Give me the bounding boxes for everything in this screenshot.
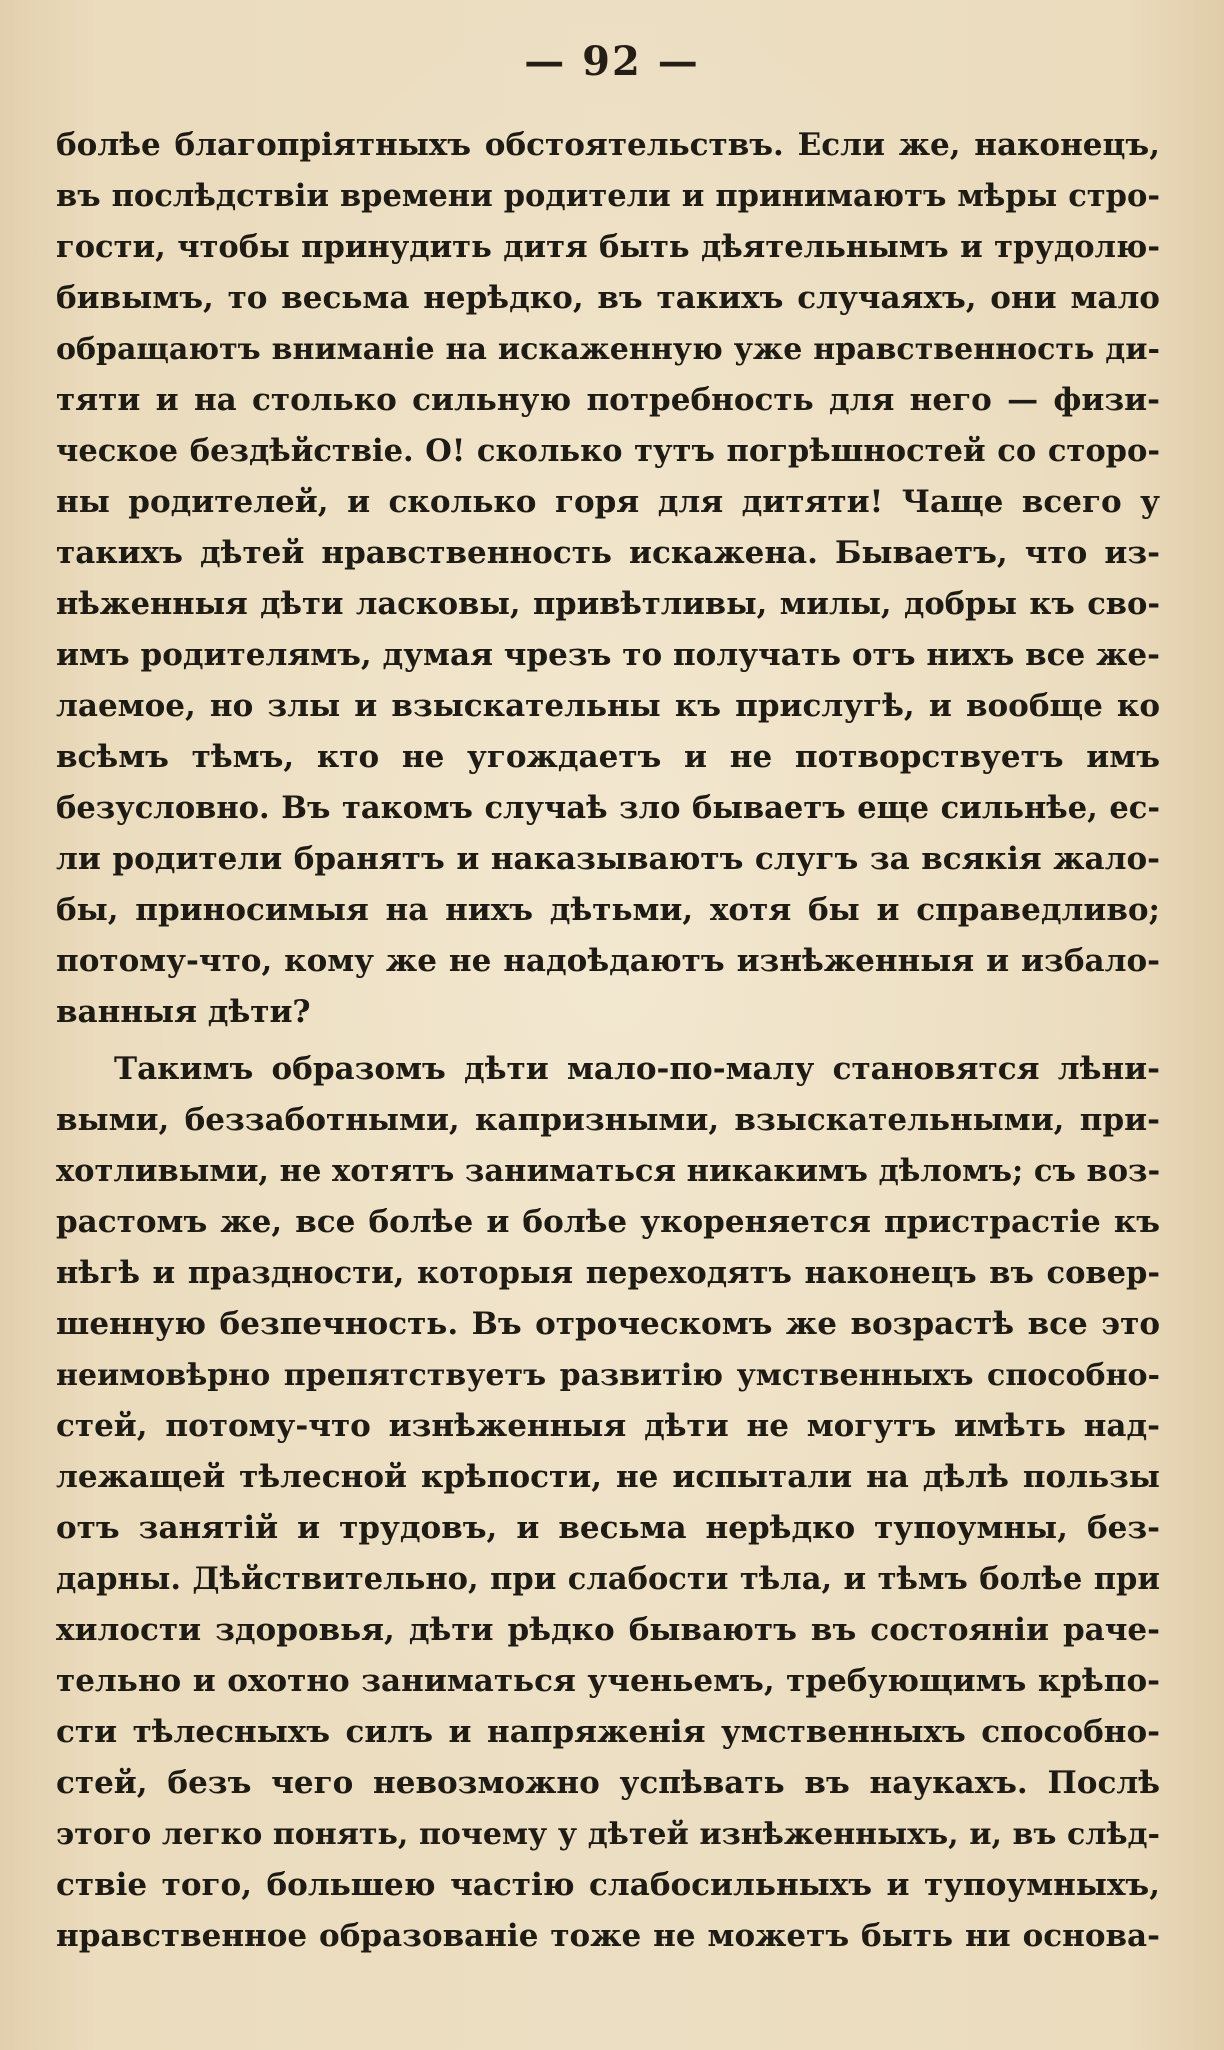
text-line: ческое бездѣйствіе. О! сколько тутъ погрѣшностей со сторо- <box>56 433 1160 469</box>
text-line: болѣе благопріятныхъ обстоятельствъ. Если же, наконецъ, <box>56 127 1160 163</box>
text-line: нравственное образованіе тоже не можетъ быть ни основа- <box>56 1918 1160 1954</box>
text-line: ли родители бранятъ и наказываютъ слугъ за всякія жало- <box>56 841 1160 877</box>
text-line: стей, потому-что изнѣженныя дѣти не могутъ имѣть над- <box>56 1408 1160 1444</box>
text-line: бивымъ, то весьма нерѣдко, въ такихъ случаяхъ, они мало <box>56 280 1160 316</box>
text-line: растомъ же, все болѣе и болѣе укореняется пристрастіе къ <box>56 1204 1160 1240</box>
text-line: такихъ дѣтей нравственность искажена. Бываетъ, что из- <box>56 535 1160 571</box>
text-line: обращаютъ вниманіе на искаженную уже нравственность ди- <box>56 332 1160 367</box>
text-line: всѣмъ тѣмъ, кто не угождаетъ и не потворствуетъ имъ <box>56 739 1160 775</box>
paragraph-1 <box>56 120 1160 1038</box>
paragraph-2 <box>56 1044 1160 1962</box>
text-line: ванныя дѣти? <box>56 994 311 1030</box>
text-line: хотливыми, не хотятъ заниматься никакимъ дѣломъ; съ воз- <box>56 1153 1160 1189</box>
text-line: потому-что, кому же не надоѣдаютъ изнѣженныя и избало- <box>56 943 1160 979</box>
text-line: Такимъ образомъ дѣти мало-по-малу становятся лѣни- <box>114 1051 1160 1087</box>
text-line: нѣженныя дѣти ласковы, привѣтливы, милы, добры къ сво- <box>56 586 1160 622</box>
text-line: бы, приносимыя на нихъ дѣтьми, хотя бы и справедливо; <box>56 892 1160 928</box>
text-line: сти тѣлесныхъ силъ и напряженія умственныхъ способно- <box>56 1714 1160 1750</box>
text-line: дарны. Дѣйствительно, при слабости тѣла, и тѣмъ болѣе при <box>56 1561 1160 1597</box>
text-line: гости, чтобы принудить дитя быть дѣятельнымъ и трудолю- <box>56 229 1160 265</box>
text-line: шенную безпечность. Въ отроческомъ же возрастѣ все это <box>56 1306 1160 1342</box>
text-line: ны родителей, и сколько горя для дитяти! Чаще всего у <box>56 484 1160 520</box>
text-line: нѣгѣ и праздности, которыя переходятъ наконецъ въ совер- <box>56 1255 1160 1291</box>
text-line: безусловно. Въ такомъ случаѣ зло бываетъ еще сильнѣе, ес- <box>56 790 1160 826</box>
body-text <box>56 120 1160 1962</box>
text-line: выми, беззаботными, капризными, взыскательными, при- <box>56 1102 1160 1138</box>
text-line: ствіе того, большею частію слабосильныхъ и тупоумныхъ, <box>56 1867 1160 1903</box>
text-line: въ послѣдствіи времени родители и принимаютъ мѣры стро- <box>56 178 1160 214</box>
text-line: тельно и охотно заниматься ученьемъ, требующимъ крѣпо- <box>56 1663 1160 1699</box>
text-line: стей, безъ чего невозможно успѣвать въ наукахъ. Послѣ <box>56 1765 1160 1801</box>
text-line: имъ родителямъ, думая чрезъ то получать отъ нихъ все же- <box>56 637 1160 673</box>
text-line: тяти и на столько сильную потребность для него — физи- <box>56 382 1160 418</box>
text-line: хилости здоровья, дѣти рѣдко бываютъ въ состояніи раче- <box>56 1612 1160 1648</box>
text-line: лаемое, но злы и взыскательны къ прислугѣ, и вообще ко <box>56 688 1160 724</box>
page-number: — 92 — <box>524 38 700 85</box>
text-line: этого легко понять, почему у дѣтей изнѣженныхъ, и, въ слѣд- <box>56 1817 1160 1852</box>
text-line: лежащей тѣлесной крѣпости, не испытали на дѣлѣ пользы <box>56 1459 1160 1495</box>
text-line: отъ занятій и трудовъ, и весьма нерѣдко тупоумны, без- <box>56 1510 1160 1546</box>
text-line: неимовѣрно препятствуетъ развитію умственныхъ способно- <box>56 1358 1160 1393</box>
